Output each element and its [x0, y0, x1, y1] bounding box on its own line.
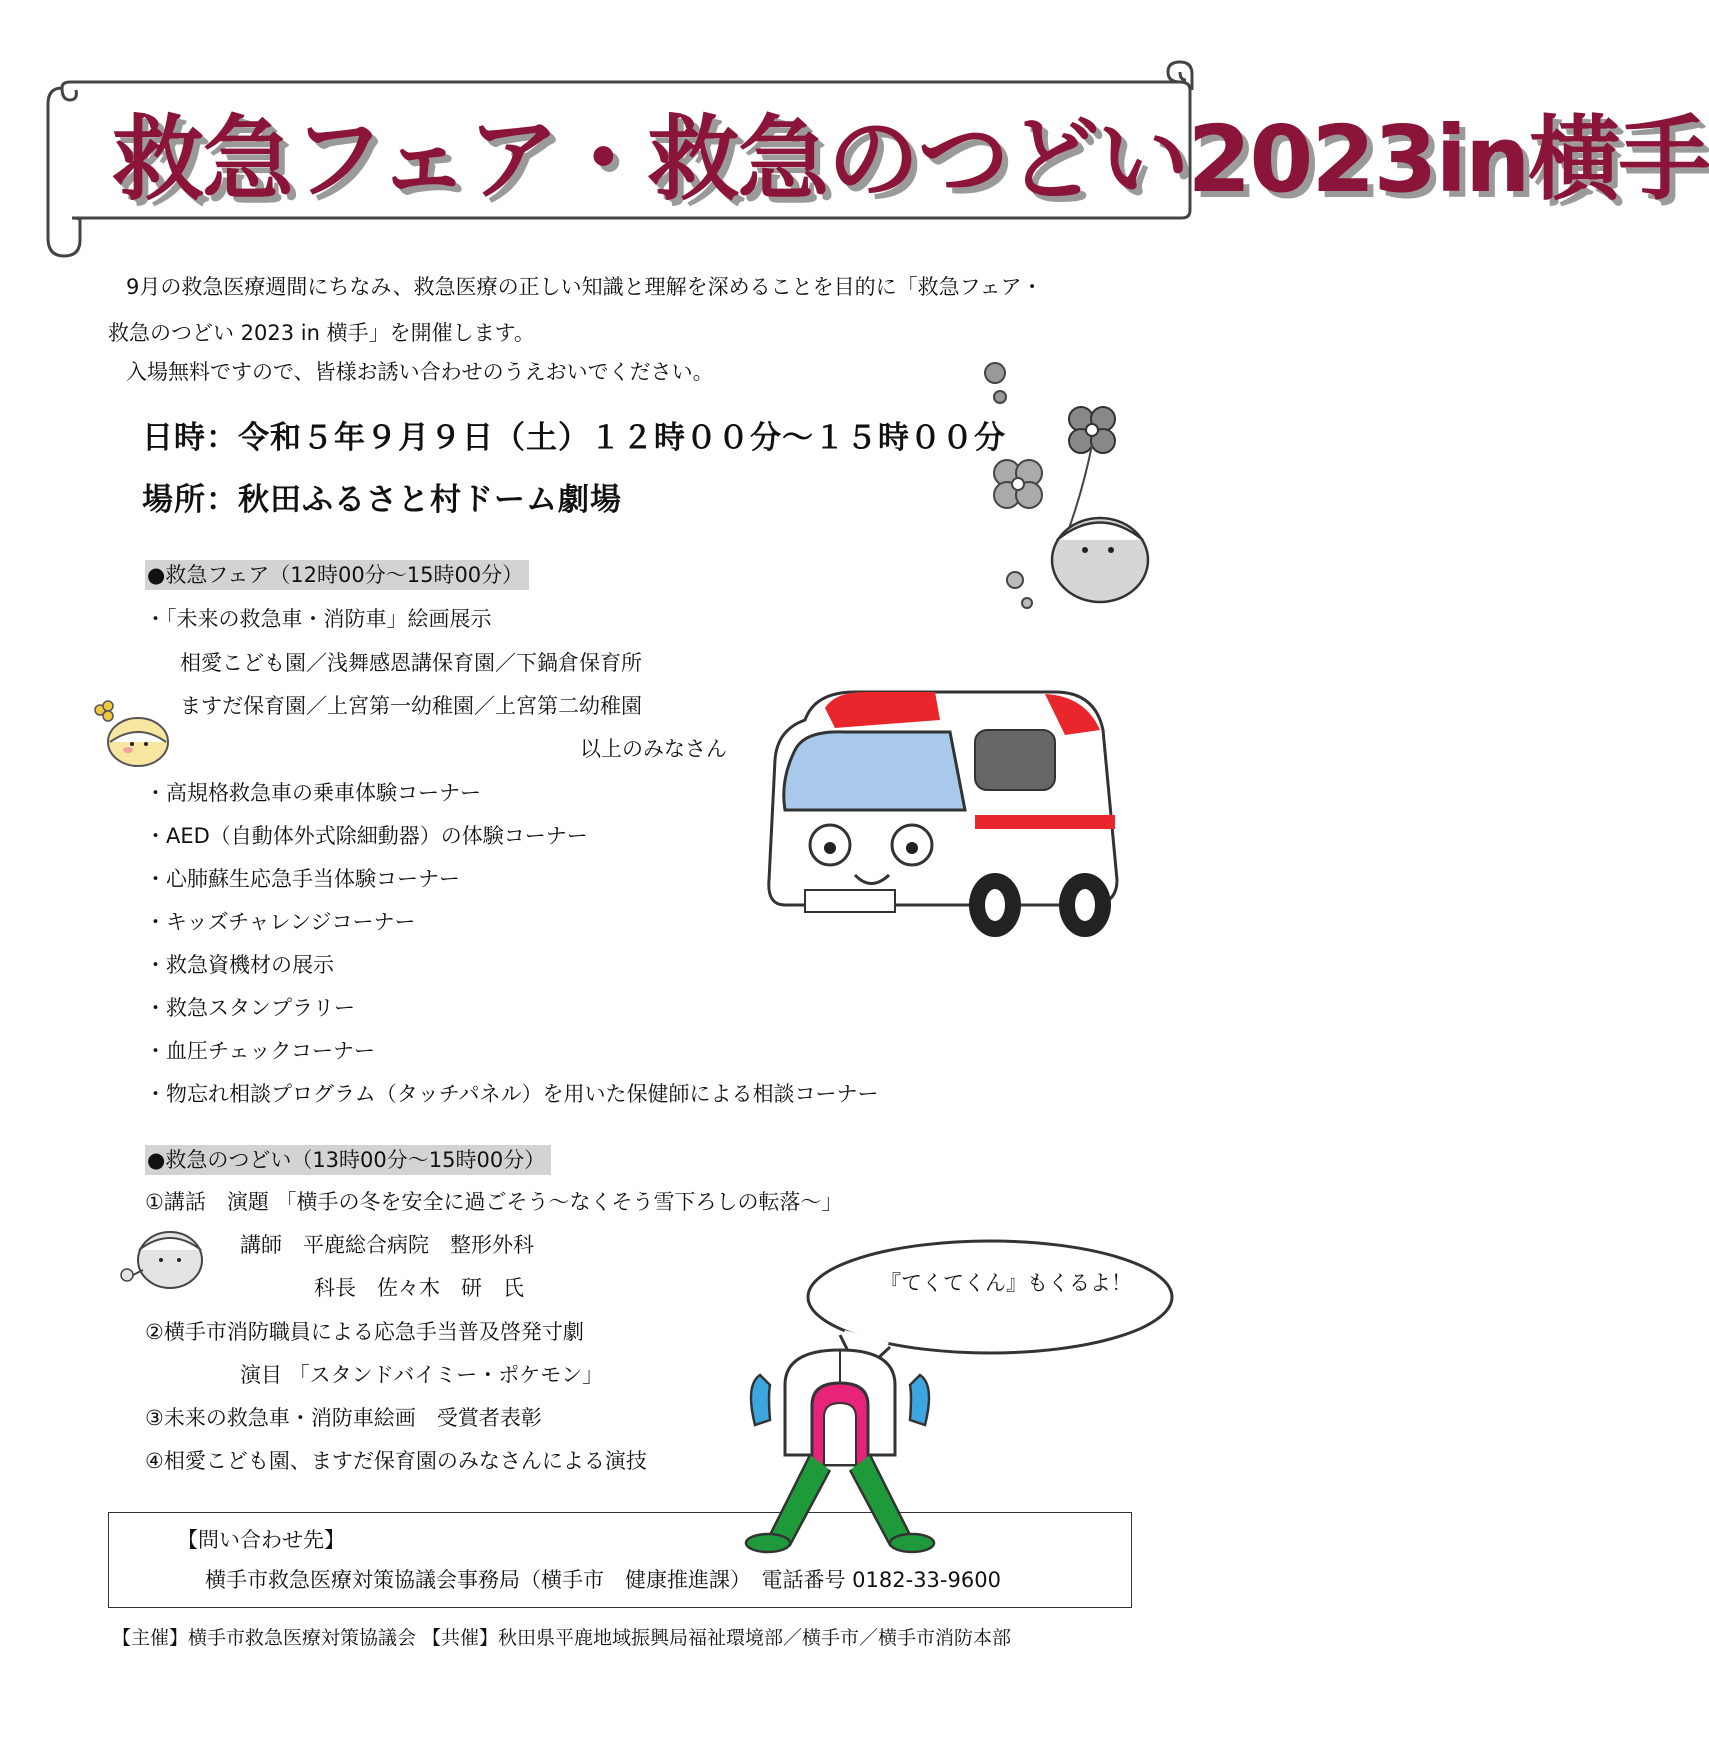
fair-item: 相愛こども園／浅舞感恩講保育園／下鍋倉保育所 [180, 651, 642, 675]
gathering-item: ①講話 演題 「横手の冬を安全に過ごそう～なくそう雪下ろしの転落～」 [145, 1190, 843, 1214]
fair-item: 以上のみなさん [580, 737, 727, 761]
contact-detail: 横手市救急医療対策協議会事務局（横手市 健康推進課） 電話番号 0182-33-9600 [205, 1568, 1001, 1592]
contact-label: 【問い合わせ先】 [177, 1528, 345, 1552]
small-waving-character-illustration [115, 1220, 215, 1300]
gathering-item: ③未来の救急車・消防車絵画 受賞者表彰 [145, 1406, 542, 1430]
poster-title: 救急フェア・救急のつどい2023in横手 [112, 106, 1709, 213]
gathering-item: ④相愛こども園、ますだ保育園のみなさんによる演技 [145, 1449, 647, 1473]
gathering-item: 講師 平鹿総合病院 整形外科 [240, 1233, 534, 1257]
ambulance-illustration [765, 680, 1125, 945]
fair-item: ・「未来の救急車・消防車」絵画展示 [145, 607, 492, 631]
organizers-footer: 【主催】横手市救急医療対策協議会 【共催】秋田県平鹿地域振興局福祉環境部／横手市／横手市消防本部 [112, 1627, 1012, 1649]
contact-box [108, 1512, 1132, 1608]
flower-character-illustration [985, 365, 1175, 615]
gathering-item: 演目 「スタンドバイミー・ポケモン」 [240, 1363, 604, 1387]
fair-item: ・キッズチャレンジコーナー [145, 910, 416, 934]
fair-item: ・AED（自動体外式除細動器）の体験コーナー [145, 824, 588, 848]
fair-item: ますだ保育園／上宮第一幼稚園／上宮第二幼稚園 [180, 694, 642, 718]
fair-item: ・救急資機材の展示 [145, 953, 334, 977]
fair-item: ・物忘れ相談プログラム（タッチパネル）を用いた保健師による相談コーナー [145, 1082, 879, 1106]
event-venue: 場所：秋田ふるさと村ドーム劇場 [142, 482, 622, 518]
gathering-section-heading: ●救急のつどい（13時00分～15時00分） [145, 1145, 551, 1175]
gathering-item: 科長 佐々木 研 氏 [314, 1276, 524, 1300]
fair-section-heading: ●救急フェア（12時00分～15時00分） [145, 560, 529, 590]
speech-bubble-text: 『てくてくん』もくるよ！ [880, 1271, 1132, 1295]
fair-item: ・高規格救急車の乗車体験コーナー [145, 781, 481, 805]
fair-item: ・心肺蘇生応急手当体験コーナー [145, 867, 460, 891]
fair-item: ・血圧チェックコーナー [145, 1039, 375, 1063]
intro-line-3: 入場無料ですので、皆様お誘い合わせのうえおいでください。 [126, 360, 714, 384]
gathering-item: ②横手市消防職員による応急手当普及啓発寸劇 [145, 1320, 584, 1344]
fair-item: ・救急スタンプラリー [145, 996, 355, 1020]
intro-line-2: 救急のつどい 2023 in 横手」を開催します。 [108, 321, 535, 345]
intro-line-1: 9月の救急医療週間にちなみ、救急医療の正しい知識と理解を深めることを目的に「救急フェア・ [126, 275, 1043, 299]
tekutekun-mascot-illustration [740, 1345, 940, 1560]
small-flower-character-illustration [88, 700, 178, 770]
event-datetime: 日時：令和５年９月９日（土）１２時００分～１５時００分 [142, 420, 1006, 456]
